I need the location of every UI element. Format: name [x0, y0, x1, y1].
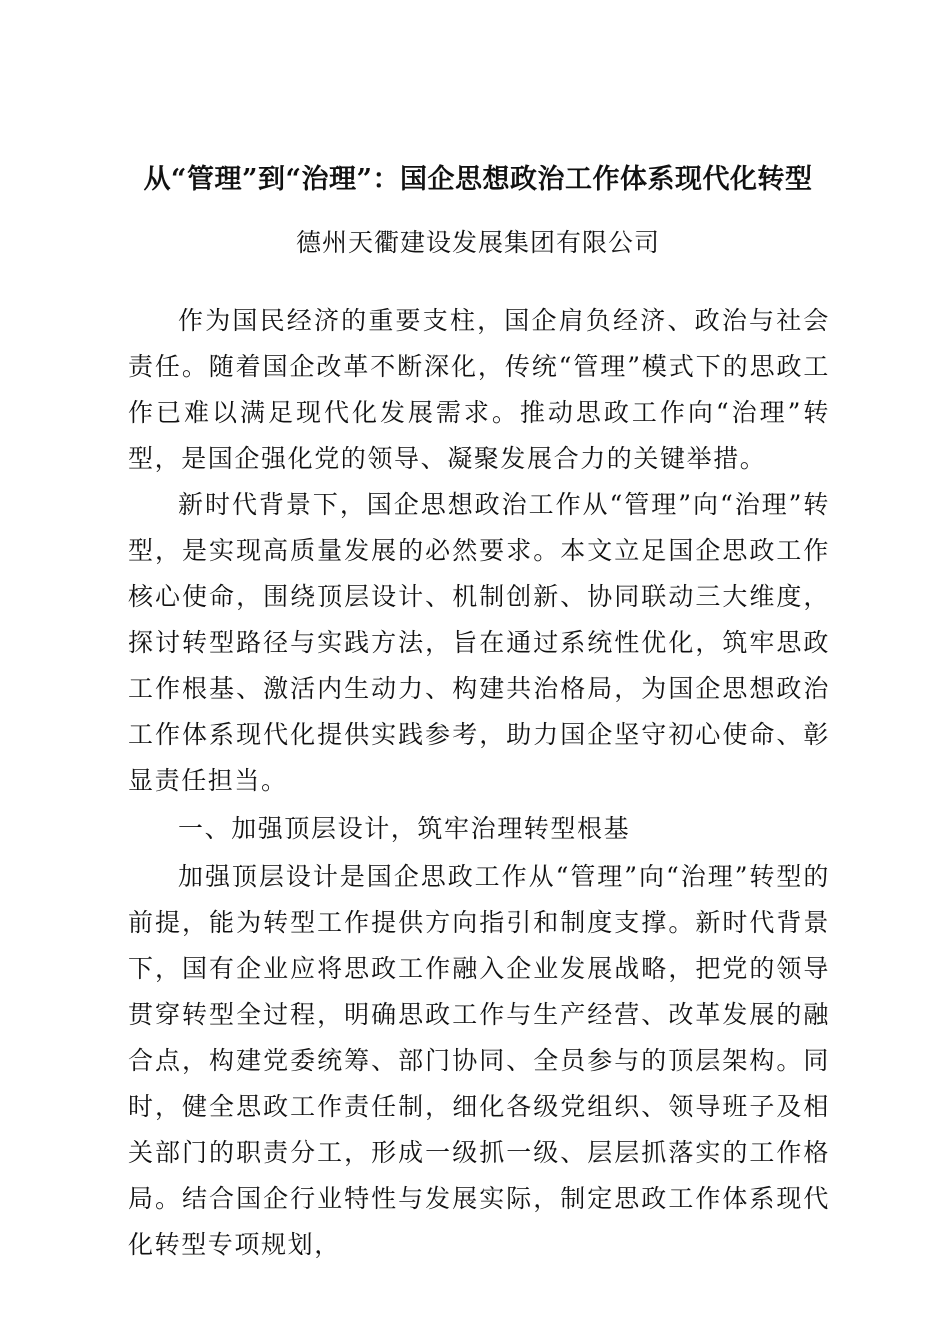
document-title: 从“管理”到“治理”：国企思想政治工作体系现代化转型: [143, 164, 813, 195]
document-author: 德州天衢建设发展集团有限公司: [295, 228, 660, 257]
document-body: [128, 298, 830, 1268]
paragraph-section-1: 加强顶层设计是国企思政工作从“管理”向“治理”转型的前提，能为转型工作提供方向指引和制度支撑。新时代背景下，国有企业应将思政工作融入企业发展战略，把党的领导贯穿转型全过程，明确思政工作与生产经营、改革发展的融合点，构建党委统筹、部门协同、全员参与的顶层架构。同时，健全思政工作责任制，细化各级党组织、领导班子及相关部门的职责分工，形成一级抓一级、层层抓落实的工作格局。结合国企行业特性与发展实际，制定思政工作体系现代化转型专项规划，: [128, 862, 830, 1259]
paragraph-intro: 作为国民经济的重要支柱，国企肩负经济、政治与社会责任。随着国企改革不断深化，传统“管理”模式下的思政工作已难以满足现代化发展需求。推动思政工作向“治理”转型，是国企强化党的领导、凝聚发展合力的关键举措。: [128, 306, 830, 473]
section-heading-1: 一、加强顶层设计，筑牢治理转型根基: [178, 814, 631, 843]
paragraph-background: 新时代背景下，国企思想政治工作从“管理”向“治理”转型，是实现高质量发展的必然要求。本文立足国企思政工作核心使命，围绕顶层设计、机制创新、协同联动三大维度，探讨转型路径与实践方法，旨在通过系统性优化，筑牢思政工作根基、激活内生动力、构建共治格局，为国企思想政治工作体系现代化提供实践参考，助力国企坚守初心使命、彰显责任担当。: [128, 490, 830, 795]
